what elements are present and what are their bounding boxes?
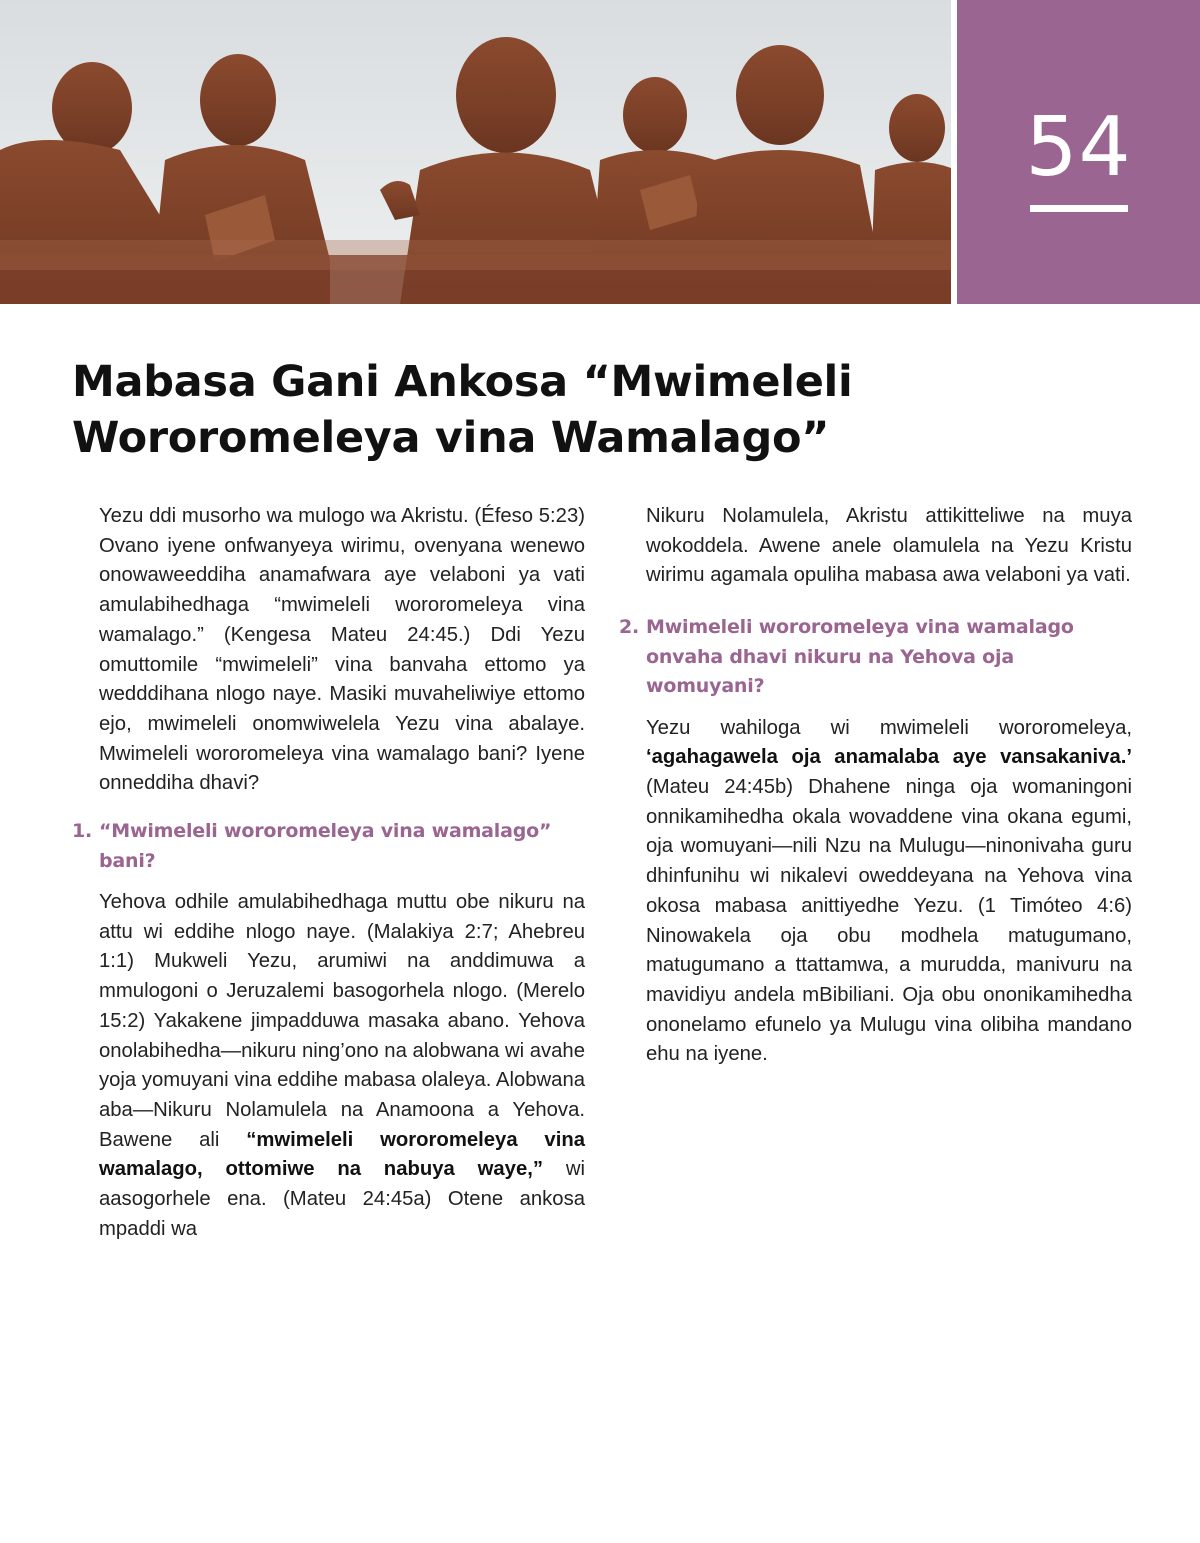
section-2-paragraph (646, 714, 1132, 1070)
page-title (72, 354, 972, 466)
silhouette-meeting-image (0, 0, 951, 304)
left-column (72, 502, 585, 1244)
question-1-text: “Mwimeleli wororomeleya vina wamalago” bani? (99, 820, 552, 872)
question-1-number: 1. (72, 820, 93, 843)
section-1-text-bold: “mwimeleli wororomeleya vina wamalago, ottomiwe na nabuya waye,” (99, 1128, 585, 1181)
section-1-paragraph (99, 888, 585, 1244)
question-1 (72, 817, 585, 876)
intro-paragraph: Yezu ddi musorho wa mulogo wa Akristu. (Éfeso 5:23) Ovano iyene onfwanyeya wirimu, ovenyana wenewo onowaweeddiha anamafwara aye velaboni ya vati amulabihedhaga “mwimeleli wororomeleya vina wamalago.” (Kengesa Mateu 24:45.) Ddi Yezu omuttomile “mwimeleli” vina banvaha ettomo ya wedddihana nlogo naye. Masiki muvaheliwiye ettomo ejo, mwimeleli onomwiwelela Yezu vina abalaye. Mwimeleli wororomeleya vina wamalago bani? Iyene onneddiha dhavi? (99, 505, 585, 795)
section-1-text-a: Yehova odhile amulabihedhaga muttu obe nikuru na attu wi eddihe nlogo naye. (Malakiya 2:7; Ahebreu 1:1) Mukweli Yezu, arumiwi na anddimuwa a mmulogoni o Jeruzalemi basogorhela nlogo. (Merelo 15:2) Yakakene jimpadduwa masaka abano. Yehova onolabihedha—nikuru ning’ono na alobwana wi avahe yoja yomuyani vina eddihe mabasa olaleya. Alobwana aba—Nikuru Nolamulela na Anamoona a Yehova. Bawene ali (99, 891, 585, 1151)
lesson-number-underline (1030, 205, 1128, 212)
page-title-line1: Mabasa Gani Ankosa “Mwimeleli (72, 357, 853, 407)
lesson-number: 54 (1025, 100, 1132, 195)
section-2-text-a: Yezu wahiloga wi mwimeleli wororomeleya, (646, 716, 1132, 739)
question-2 (619, 613, 1132, 702)
lesson-number-box (957, 0, 1200, 304)
section-2-text-bold: ‘agahagawela oja anamalaba aye vansakaniva.’ (646, 746, 1132, 769)
page-title-line2: Wororomeleya vina Wamalago” (72, 413, 830, 463)
right-column (619, 502, 1132, 1070)
section-2-text-b: (Mateu 24:45b) Dhahene ninga oja womaningoni onnikamihedha okala wovaddene vina okana egumi, oja womuyani—nili Nzu na Mulugu—ninonivaha guru dhinfunihu wi nikalevi oweddeyana na Yehova vina okosa mabasa anittiyedhe Yezu. (1 Timóteo 4:6) Ninowakela oja obu modhela matugumano, matugumano a ttattamwa, a murudda, manivuru na mavidiyu andela mBibiliani. Oja obu ononikamihedha ononelamo efunelo ya Mulugu vina olibiha mandano ehu na iyene. (646, 776, 1132, 1066)
section-1-text-b: wi aasogorhele ena. (Mateu 24:45a) Otene ankosa mpaddi wa (99, 1158, 585, 1240)
question-2-text: Mwimeleli wororomeleya vina wamalago onvaha dhavi nikuru na Yehova oja womuyani? (646, 616, 1074, 698)
question-2-number: 2. (619, 616, 640, 639)
hero-image (0, 0, 951, 304)
section-1-continued: Nikuru Nolamulela, Akristu attikitteliwe na muya wokoddela. Awene anele olamulela na Yezu Kristu wirimu agamala opuliha mabasa awa velaboni ya vati. (646, 505, 1132, 587)
